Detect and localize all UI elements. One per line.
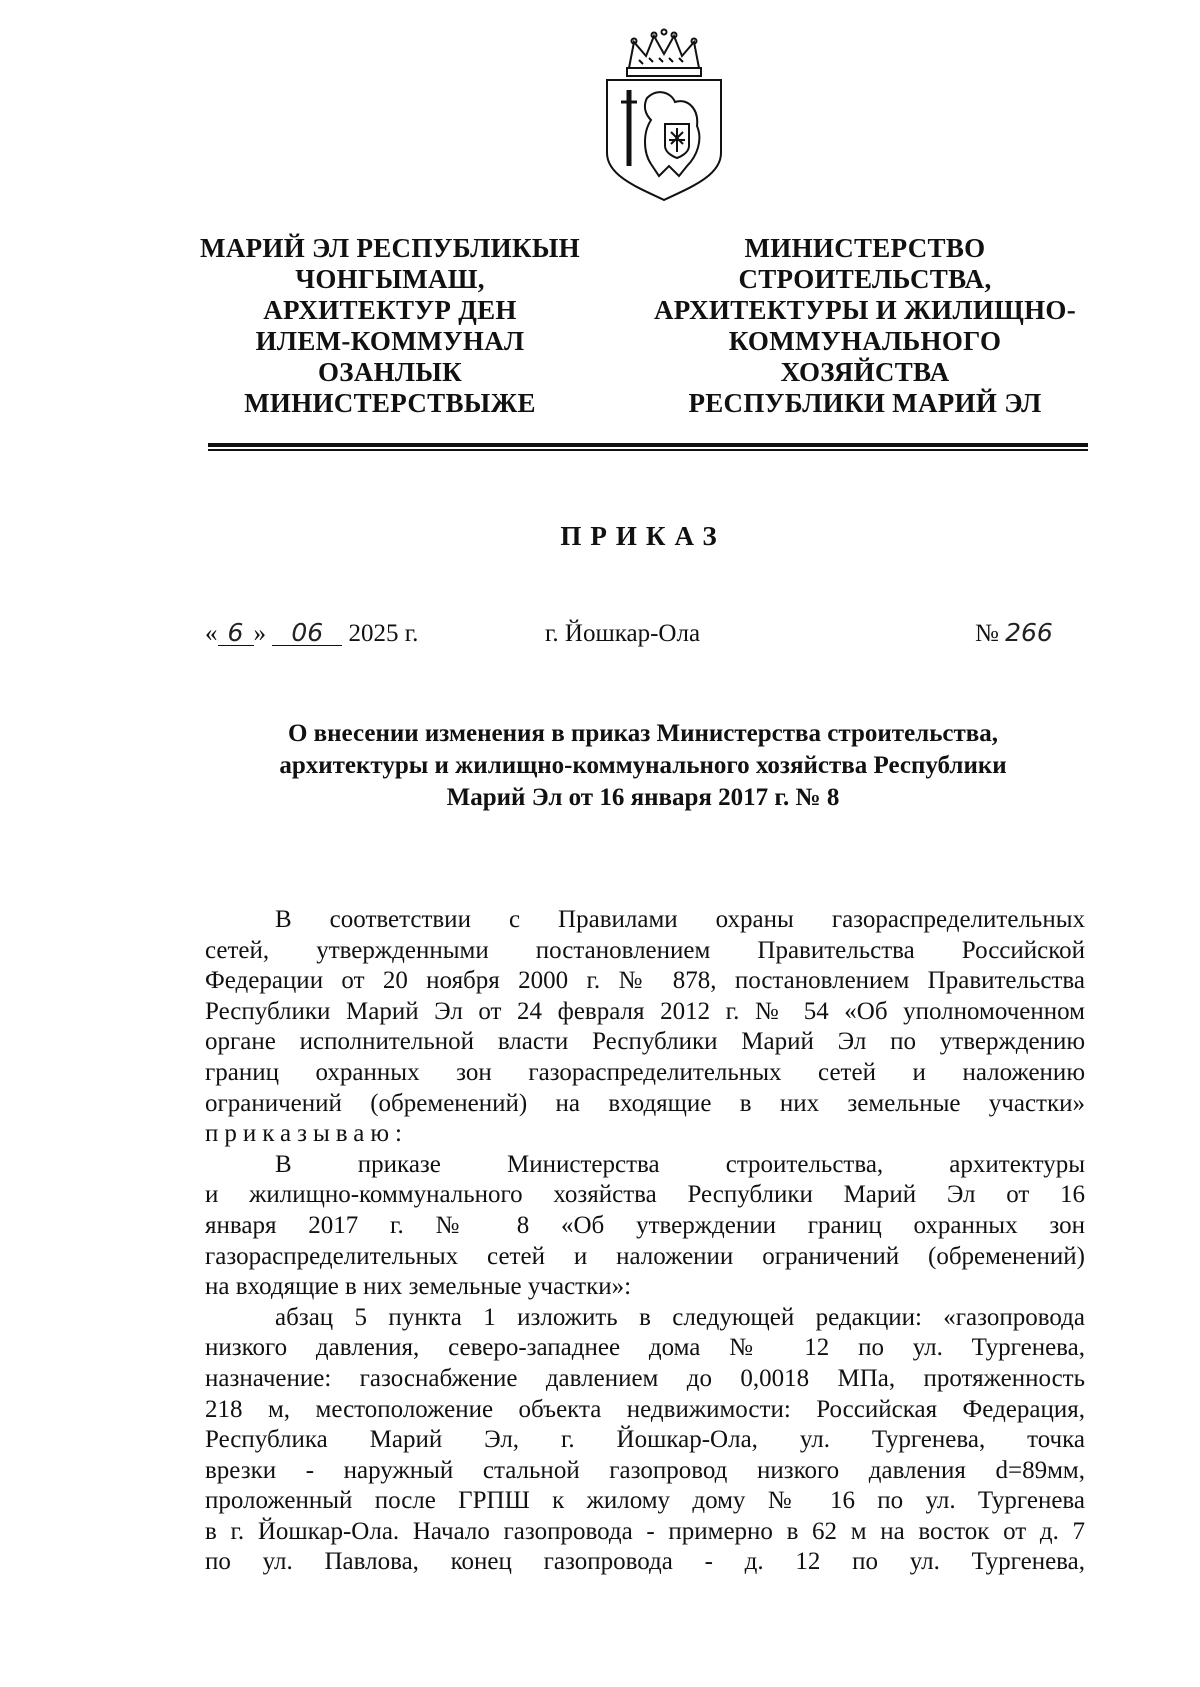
header-left-line: ЧОНГЫМАШ, <box>295 264 485 294</box>
subject-line: О внесении изменения в приказ Министерства строительства, <box>287 720 999 747</box>
body-line: ограничений (обременений) на входящие в них земельные участки» <box>205 1089 1085 1117</box>
body-line: границ охранных зон газораспределительных сетей и наложению <box>205 1058 1085 1086</box>
header-divider-thin <box>208 449 1088 451</box>
body-line: в г. Йошкар-Ола. Начало газопровода - примерно в 62 м на восток от д. 7 <box>205 1517 1085 1545</box>
header-left-line: ИЛЕМ-КОММУНАЛ <box>255 326 525 356</box>
body-line: Республики Марий Эл от 24 февраля 2012 г. № 54 «Об уполномоченном <box>205 997 1085 1025</box>
header-right-line: АРХИТЕКТУРЫ И ЖИЛИЩНО- <box>653 295 1077 325</box>
date-close-quote: » <box>253 620 266 647</box>
order-subject <box>200 718 1086 814</box>
body-line-order-verb: приказываю: <box>205 1120 408 1148</box>
date-month-handwritten: 06 <box>272 621 342 646</box>
body-line: 218 м, местоположение объекта недвижимости: Российская Федерация, <box>205 1395 1085 1423</box>
body-line: низкого давления, северо-западнее дома № 12 по ул. Тургенева, <box>205 1334 1085 1362</box>
subject-line: Марий Эл от 16 января 2017 г. № 8 <box>446 784 840 811</box>
number-handwritten: 266 <box>1005 618 1053 647</box>
body-line: на входящие в них земельные участки»: <box>205 1273 632 1301</box>
body-line: В приказе Министерства строительства, архитектуры <box>275 1150 1085 1178</box>
order-date <box>205 620 418 648</box>
body-line: врезки - наружный стальной газопровод низкого давления d=89мм, <box>205 1456 1085 1484</box>
header-right-line: ХОЗЯЙСТВА <box>780 357 950 387</box>
header-mari-ministry <box>200 233 580 419</box>
header-right-line: КОММУНАЛЬНОГО <box>728 326 1002 356</box>
header-divider-thick <box>208 443 1088 447</box>
body-line: и жилищно-коммунального хозяйства Республики Марий Эл от 16 <box>205 1181 1085 1209</box>
header-left-line: АРХИТЕКТУР ДЕН <box>263 295 517 325</box>
number-label: № <box>975 620 999 647</box>
body-line: января 2017 г. № 8 «Об утверждении границ охранных зон <box>205 1211 1085 1239</box>
body-line: органе исполнительной власти Республики Марий Эл по утверждению <box>205 1028 1085 1056</box>
header-right-line: РЕСПУБЛИКИ МАРИЙ ЭЛ <box>688 388 1042 418</box>
header-left-line: МАРИЙ ЭЛ РЕСПУБЛИКЫН <box>200 233 580 263</box>
body-line: проложенный после ГРПШ к жилому дому № 16 по ул. Тургенева <box>205 1487 1085 1515</box>
order-body <box>205 905 1085 1578</box>
body-line: по ул. Павлова, конец газопровода - д. 12 по ул. Тургенева, <box>205 1548 1085 1576</box>
header-left-line: ОЗАНЛЫК <box>317 357 463 387</box>
order-city: г. Йошкар-Ола <box>545 620 701 647</box>
date-day-handwritten: 6 <box>218 621 254 646</box>
date-year: 2025 г. <box>348 620 419 647</box>
body-line: Федерации от 20 ноября 2000 г. № 878, постановлением Правительства <box>205 967 1085 995</box>
order-number <box>975 620 1067 648</box>
document-title: ПРИКАЗ <box>560 521 726 551</box>
body-line: сетей, утвержденными постановлением Правительства Российской <box>205 936 1085 964</box>
header-left-line: МИНИСТЕРСТВЫЖЕ <box>244 388 536 418</box>
header-russian-ministry <box>650 233 1080 419</box>
body-line: Республика Марий Эл, г. Йошкар-Ола, ул. Тургенева, точка <box>205 1426 1085 1454</box>
body-line: В соответствии с Правилами охраны газораспределительных <box>275 906 1085 933</box>
coat-of-arms-emblem <box>599 28 729 203</box>
body-line: газораспределительных сетей и наложении ограничений (обременений) <box>205 1242 1085 1270</box>
header-right-line: СТРОИТЕЛЬСТВА, <box>738 264 992 294</box>
date-open-quote: « <box>205 620 218 647</box>
subject-line: архитектуры и жилищно-коммунального хозяйства Республики <box>279 752 1007 779</box>
body-line: назначение: газоснабжение давлением до 0,0018 МПа, протяженность <box>205 1364 1085 1392</box>
body-line: абзац 5 пункта 1 изложить в следующей редакции: «газопровода <box>275 1303 1085 1331</box>
header-right-line: МИНИСТЕРСТВО <box>744 233 986 263</box>
